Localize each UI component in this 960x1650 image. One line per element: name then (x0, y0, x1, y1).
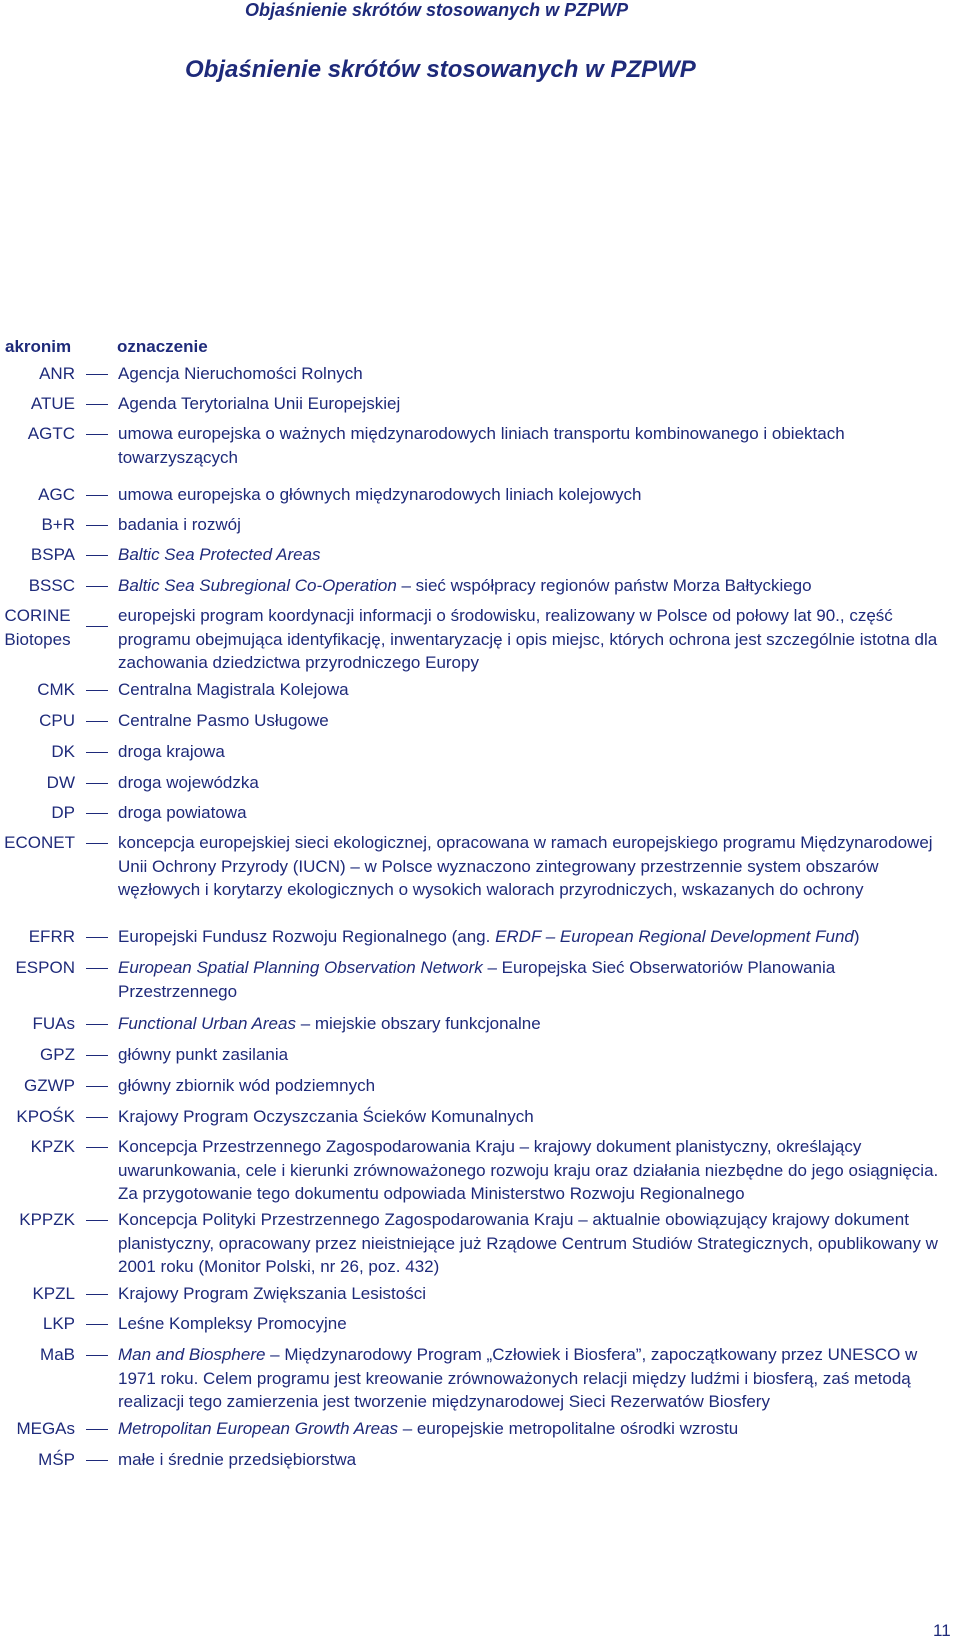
acronym: ESPON (15, 958, 75, 977)
acronym: AGC (38, 485, 75, 504)
acronym: AGTC (27, 424, 75, 443)
dash-separator (86, 690, 108, 691)
definition-text: Koncepcja Przestrzennego Zagospodarowania Kraju – krajowy dokument planistyczny, określający uwarunkowania, cele i kierunki zrównoważonego rozwoju kraju oraz działania niezbędne do jego osiągnięcia. Za przygotowanie tego dokumentu odpowiada Ministerstwo Rozwoju Regionalnego (118, 1137, 939, 1203)
definition (118, 831, 958, 902)
dash-separator (86, 555, 108, 556)
acronym: GZWP (24, 1076, 75, 1095)
definition-text: – sieć współpracy regionów państw Morza Bałtyckiego (396, 576, 812, 595)
definition-text: główny zbiornik wód podziemnych (118, 1076, 376, 1095)
dash-separator (86, 525, 108, 526)
dash-separator (86, 1086, 108, 1087)
definition-text: Agencja Nieruchomości Rolnych (118, 364, 363, 383)
acronym: KPPZK (19, 1210, 75, 1229)
acronym: LKP (42, 1314, 75, 1333)
dash-separator (86, 1324, 108, 1325)
acronym-column-header: akronim (5, 337, 72, 356)
acronym: ECONET (4, 833, 75, 852)
acronym: MaB (40, 1345, 75, 1364)
definition (118, 1105, 958, 1129)
definition-text: Centralne Pasmo Usługowe (118, 711, 329, 730)
dash-separator (86, 721, 108, 722)
definition (118, 604, 958, 675)
definition (118, 483, 958, 507)
definition (118, 956, 958, 1003)
dash-separator (86, 626, 108, 627)
dash-separator (86, 937, 108, 938)
acronym: ATUE (30, 394, 75, 413)
acronym: DW (46, 773, 75, 792)
definition (118, 362, 958, 386)
dash-separator (86, 783, 108, 784)
dash-separator (86, 434, 108, 435)
definition-italic-text: Metropolitan European Growth Areas (118, 1419, 399, 1438)
definition (118, 1074, 958, 1098)
acronym: BSPA (30, 545, 75, 564)
definition (118, 771, 958, 795)
acronym: DK (51, 742, 75, 761)
definition-text: Krajowy Program Zwiększania Lesistości (118, 1284, 426, 1303)
definition-text: koncepcja europejskiej sieci ekologicznej, opracowana w ramach europejskiego programu Międzynarodowej Unii Ochrony Przyrody (IUCN) – w Polsce wyznaczono zintegrowany przestrzennie system obszarów węzłowych i korytarzy ekologicznych o wysokich walorach przyrodniczych, wskazanych do ochrony (118, 833, 933, 899)
definition (118, 1208, 958, 1279)
definition-text: – Europejska Sieć Obserwatoriów Planowania Przestrzennego (118, 958, 836, 1001)
dash-separator (86, 752, 108, 753)
definition-text: Leśne Kompleksy Promocyjne (118, 1314, 347, 1333)
acronym: KPZL (32, 1284, 75, 1303)
dash-separator (86, 1147, 108, 1148)
definition-italic-text: Baltic Sea Subregional Co-Operation (118, 576, 397, 595)
definition (118, 925, 958, 949)
dash-separator (86, 1055, 108, 1056)
dash-separator (86, 404, 108, 405)
definition-text: Agenda Terytorialna Unii Europejskiej (118, 394, 401, 413)
definition (118, 678, 958, 702)
acronym: DP (51, 803, 75, 822)
page-number: 11 (933, 1621, 951, 1640)
dash-separator (86, 1294, 108, 1295)
acronym: CMK (37, 680, 75, 699)
dash-separator (86, 374, 108, 375)
definition (118, 1448, 958, 1472)
acronym: MŚP (38, 1450, 75, 1469)
dash-separator (86, 1220, 108, 1221)
definition-text: europejski program koordynacji informacji o środowisku, realizowany w Polsce od połowy lat 90., część programu obejmująca identyfikację, inwentaryzację i opis miejsc, których ochrona jest szczególnie istotna dla zachowania dziedzictwa przyrodniczego Europy (118, 606, 938, 672)
acronym: GPZ (40, 1045, 75, 1064)
definition-text: Europejski Fundusz Rozwoju Regionalnego (ang. (118, 927, 496, 946)
acronym: KPOŚK (16, 1107, 75, 1126)
dash-separator (86, 495, 108, 496)
definition (118, 1282, 958, 1306)
definition-text: Koncepcja Polityki Przestrzennego Zagospodarowania Kraju – aktualnie obowiązujący krajowy dokument planistyczny, opracowany przez nieistniejące już Rządowe Centrum Studiów Strategicznych, opublikowany w 2001 roku (Monitor Polski, nr 26, poz. 432) (118, 1210, 938, 1276)
acronym: BSSC (28, 576, 75, 595)
definition (118, 574, 958, 598)
definition-italic-text: Baltic Sea Protected Areas (118, 545, 321, 564)
dash-separator (86, 1355, 108, 1356)
definition-text: umowa europejska o głównych międzynarodowych liniach kolejowych (118, 485, 642, 504)
definition-text: droga wojewódzka (118, 773, 259, 792)
definition (118, 801, 958, 825)
definition (118, 543, 958, 567)
definition-text: droga powiatowa (118, 803, 247, 822)
definition (118, 1417, 958, 1441)
definition-italic-text: European Spatial Planning Observation Network (118, 958, 483, 977)
definition-text: – Międzynarodowy Program „Człowiek i Biosfera”, zapoczątkowany przez UNESCO w 1971 roku. Celem programu jest kreowanie zrównoważonych relacji między ludźmi i biosferą, zaś metodą realizacji tego zamierzenia jest tworzenie międzynarodowej Sieci Rezerwatów Biosfery (118, 1345, 918, 1411)
definition-text: badania i rozwój (118, 515, 241, 534)
definition (118, 1343, 958, 1414)
document-title: Objaśnienie skrótów stosowanych w PZPWP (185, 56, 696, 83)
dash-separator (86, 586, 108, 587)
dash-separator (86, 1429, 108, 1430)
dash-separator (86, 1460, 108, 1461)
definition-text: umowa europejska o ważnych międzynarodowych liniach transportu kombinowanego i obiektach towarzyszących (118, 424, 845, 467)
acronym: FUAs (32, 1014, 75, 1033)
definition (118, 392, 958, 416)
definition-italic-text: Functional Urban Areas (118, 1014, 296, 1033)
definition-text: droga krajowa (118, 742, 225, 761)
acronym: KPZK (30, 1137, 75, 1156)
definition (118, 709, 958, 733)
definition-text: małe i średnie przedsiębiorstwa (118, 1450, 357, 1469)
acronym: CORINE Biotopes (4, 606, 71, 649)
definition-text: główny punkt zasilania (118, 1045, 289, 1064)
definition (118, 422, 958, 469)
running-header: Objaśnienie skrótów stosowanych w PZPWP (245, 0, 629, 20)
dash-separator (86, 968, 108, 969)
definition-italic-text: ERDF – European Regional Development Fund (495, 927, 854, 946)
definition (118, 740, 958, 764)
dash-separator (86, 813, 108, 814)
acronym: MEGAs (16, 1419, 75, 1438)
definition-text: – europejskie metropolitalne ośrodki wzrostu (398, 1419, 739, 1438)
acronym: B+R (41, 515, 75, 534)
dash-separator (86, 843, 108, 844)
definition (118, 1012, 958, 1036)
definition-text: Centralna Magistrala Kolejowa (118, 680, 349, 699)
definition (118, 1043, 958, 1067)
definition (118, 513, 958, 537)
definition-text: Krajowy Program Oczyszczania Ścieków Komunalnych (118, 1107, 534, 1126)
definition-column-header: oznaczenie (117, 337, 208, 356)
definition-text: ) (853, 927, 860, 946)
definition (118, 1312, 958, 1336)
definition-text: – miejskie obszary funkcjonalne (295, 1014, 541, 1033)
acronym: EFRR (28, 927, 75, 946)
definition-italic-text: Man and Biosphere (118, 1345, 266, 1364)
dash-separator (86, 1117, 108, 1118)
acronym: CPU (39, 711, 75, 730)
definition (118, 1135, 958, 1206)
acronym: ANR (39, 364, 75, 383)
dash-separator (86, 1024, 108, 1025)
